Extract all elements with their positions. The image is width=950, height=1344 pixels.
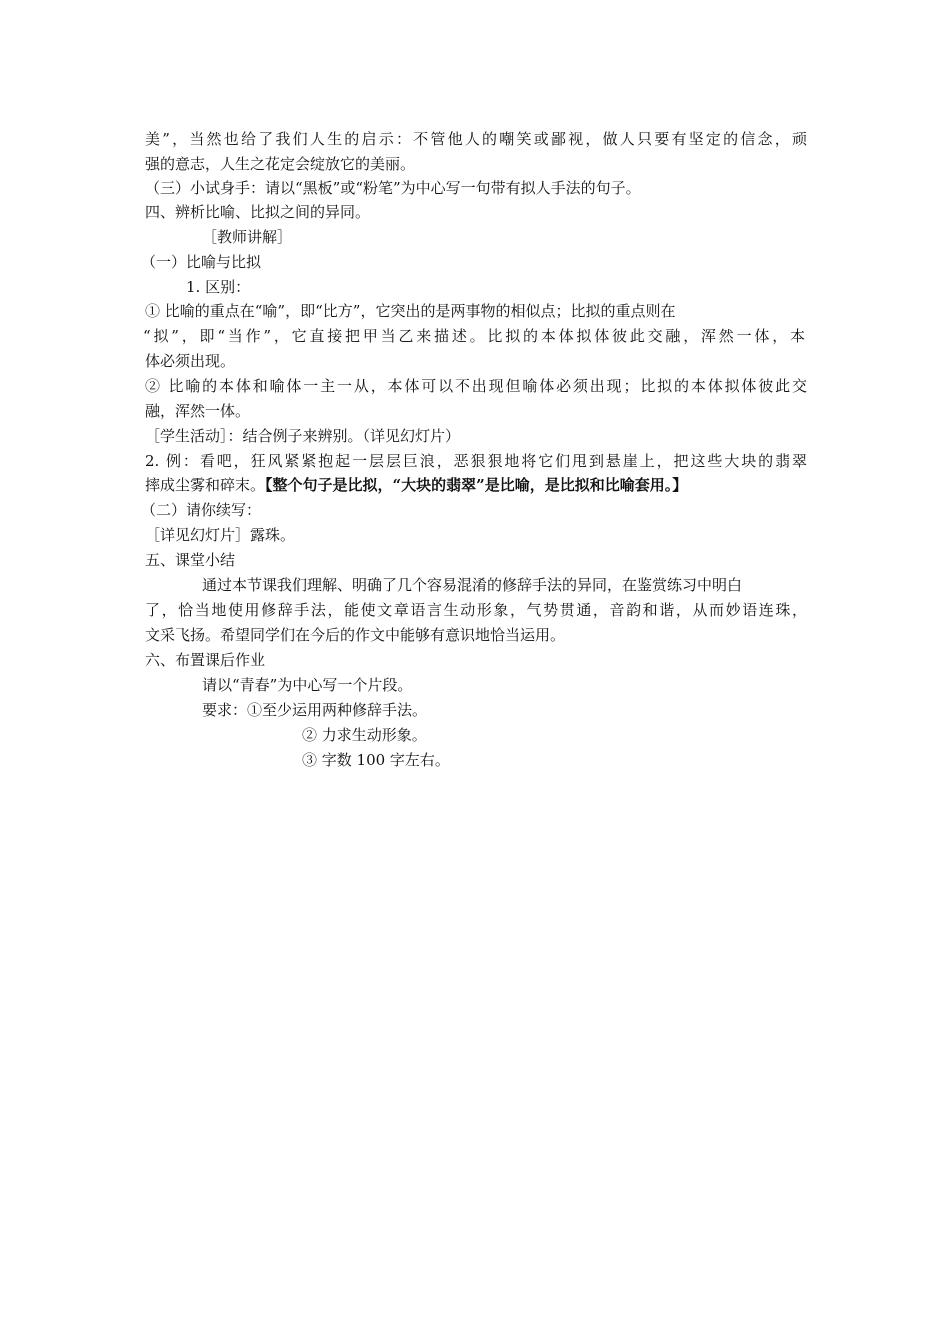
paragraph-line: 通过本节课我们理解、明确了几个容易混淆的修辞手法的异同，在鉴赏练习中明白 — [202, 576, 743, 594]
student-activity-line: ［学生活动］：结合例子来辨别。（详见幻灯片） — [145, 427, 461, 445]
paragraph-line: ② 比喻的本体和喻体一主一从，本体可以不出现但喻体必须出现；比拟的本体拟体彼此交 — [145, 377, 807, 395]
example-note: 【整个句子是比拟，“大块的翡翠”是比喻，是比拟和比喻套用。】 — [265, 476, 688, 494]
paragraph-line: ① 比喻的重点在“喻”，即“比方”，它突出的是两事物的相似点；比拟的重点则在 — [145, 302, 676, 320]
list-item: 1. 区别： — [186, 278, 251, 296]
section-heading: 五、课堂小结 — [145, 551, 236, 569]
homework-line: 请以“青春”为中心写一个片段。 — [202, 676, 413, 694]
paragraph-line: ［详见幻灯片］露珠。 — [145, 526, 296, 544]
paragraph-line: 强的意志，人生之花定会绽放它的美丽。 — [145, 155, 416, 173]
homework-requirement: 要求：①至少运用两种修辞手法。 — [202, 701, 428, 719]
paragraph-line: 融，浑然一体。 — [145, 402, 251, 420]
example-line: 2. 例：看吧，狂风紧紧抱起一层层巨浪，恶狠狠地将它们甩到悬崖上，把这些大块的翡翠 — [145, 452, 807, 470]
teacher-explanation-label: ［教师讲解］ — [202, 228, 293, 246]
subsection-heading: （三）小试身手：请以“黑板”或“粉笔”为中心写一句带有拟人手法的句子。 — [145, 179, 641, 197]
subsection-heading: （一）比喻与比拟 — [141, 253, 262, 271]
homework-requirement: ② 力求生动形象。 — [302, 726, 427, 744]
paragraph-line: “拟”，即“当作”，它直接把甲当乙来描述。比拟的本体拟体彼此交融，浑然一体，本 — [143, 327, 805, 345]
paragraph-line: 了，恰当地使用修辞手法，能使文章语言生动形象，气势贯通，音韵和谐，从而妙语连珠， — [145, 601, 807, 619]
homework-requirement: ③ 字数 100 字左右。 — [302, 751, 450, 769]
subsection-heading: （二）请你续写： — [141, 501, 262, 519]
paragraph-line: 美”，当然也给了我们人生的启示：不管他人的嘲笑或鄙视，做人只要有坚定的信念，顽 — [145, 130, 807, 148]
paragraph-line: 体必须出现。 — [145, 352, 236, 370]
example-line — [145, 474, 687, 496]
section-heading: 四、辨析比喻、比拟之间的异同。 — [145, 203, 371, 221]
section-heading: 六、布置课后作业 — [145, 651, 266, 669]
example-text: 摔成尘雾和碎末。 — [145, 476, 266, 494]
paragraph-line: 文采飞扬。希望同学们在今后的作文中能够有意识地恰当运用。 — [145, 626, 566, 644]
